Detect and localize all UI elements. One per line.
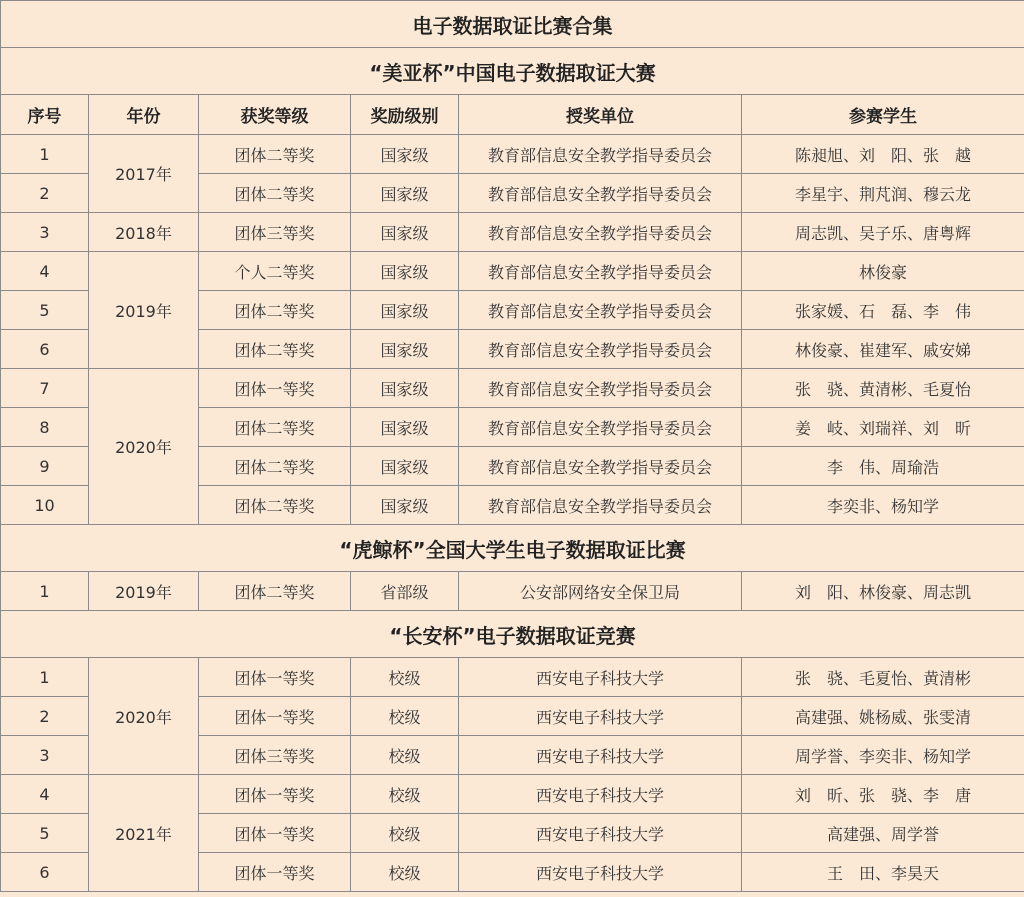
cell-no: 1: [1, 572, 89, 611]
cell-award: 团体二等奖: [199, 447, 351, 486]
cell-level: 省部级: [351, 572, 459, 611]
cell-students: 姜 岐、刘瑞祥、刘 昕: [742, 408, 1024, 447]
table-row: [1, 135, 1024, 174]
cell-no: 6: [1, 853, 89, 892]
cell-award: 团体二等奖: [199, 408, 351, 447]
cell-org: 教育部信息安全教学指导委员会: [459, 213, 742, 252]
cell-level: 国家级: [351, 408, 459, 447]
cell-no: 6: [1, 330, 89, 369]
header-award: 获奖等级: [199, 95, 351, 135]
cell-level: 校级: [351, 658, 459, 697]
cell-org: 西安电子科技大学: [459, 775, 742, 814]
cell-org: 西安电子科技大学: [459, 814, 742, 853]
cell-award: 团体二等奖: [199, 174, 351, 213]
table-row: [1, 252, 1024, 291]
cell-students: 李 伟、周瑜浩: [742, 447, 1024, 486]
cell-award: 团体二等奖: [199, 572, 351, 611]
cell-students: 林俊豪、崔建军、戚安娣: [742, 330, 1024, 369]
cell-students: 高建强、姚杨威、张雯清: [742, 697, 1024, 736]
table-row: [1, 775, 1024, 814]
cell-award: 团体二等奖: [199, 135, 351, 174]
cell-level: 国家级: [351, 213, 459, 252]
cell-no: 8: [1, 408, 89, 447]
cell-no: 2: [1, 697, 89, 736]
table-row: [1, 572, 1024, 611]
cell-students: 张家媛、石 磊、李 伟: [742, 291, 1024, 330]
cell-year: 2018年: [89, 213, 199, 252]
cell-no: 1: [1, 658, 89, 697]
cell-level: 国家级: [351, 135, 459, 174]
cell-students: 李奕非、杨知学: [742, 486, 1024, 525]
cell-no: 5: [1, 291, 89, 330]
cell-level: 国家级: [351, 252, 459, 291]
cell-org: 教育部信息安全教学指导委员会: [459, 174, 742, 213]
cell-org: 西安电子科技大学: [459, 658, 742, 697]
cell-org: 西安电子科技大学: [459, 736, 742, 775]
cell-award: 团体一等奖: [199, 775, 351, 814]
cell-award: 团体三等奖: [199, 213, 351, 252]
cell-students: 陈昶旭、刘 阳、张 越: [742, 135, 1024, 174]
cell-no: 3: [1, 213, 89, 252]
cell-students: 林俊豪: [742, 252, 1024, 291]
cell-org: 教育部信息安全教学指导委员会: [459, 369, 742, 408]
cell-org: 教育部信息安全教学指导委员会: [459, 408, 742, 447]
cell-org: 公安部网络安全保卫局: [459, 572, 742, 611]
cell-org: 西安电子科技大学: [459, 853, 742, 892]
cell-no: 5: [1, 814, 89, 853]
cell-level: 校级: [351, 775, 459, 814]
header-students: 参赛学生: [742, 95, 1024, 135]
cell-level: 国家级: [351, 369, 459, 408]
table-row: [1, 213, 1024, 252]
cell-award: 团体一等奖: [199, 697, 351, 736]
cell-award: 团体二等奖: [199, 486, 351, 525]
cell-level: 校级: [351, 736, 459, 775]
cell-students: 王 田、李昊天: [742, 853, 1024, 892]
cell-year: 2020年: [89, 369, 199, 525]
cell-award: 团体一等奖: [199, 853, 351, 892]
section-title: “虎鲸杯”全国大学生电子数据取证比赛: [1, 525, 1024, 572]
header-level: 奖励级别: [351, 95, 459, 135]
table-title: 电子数据取证比赛合集: [1, 1, 1024, 48]
cell-org: 教育部信息安全教学指导委员会: [459, 135, 742, 174]
cell-no: 4: [1, 775, 89, 814]
section-title: “长安杯”电子数据取证竞赛: [1, 611, 1024, 658]
cell-award: 团体一等奖: [199, 369, 351, 408]
cell-students: 李星宇、荆芃润、穆云龙: [742, 174, 1024, 213]
cell-org: 西安电子科技大学: [459, 697, 742, 736]
cell-no: 7: [1, 369, 89, 408]
cell-no: 10: [1, 486, 89, 525]
cell-students: 张 骁、毛夏怡、黄清彬: [742, 658, 1024, 697]
cell-no: 2: [1, 174, 89, 213]
cell-students: 周学誉、李奕非、杨知学: [742, 736, 1024, 775]
cell-level: 校级: [351, 697, 459, 736]
cell-level: 国家级: [351, 291, 459, 330]
cell-level: 国家级: [351, 174, 459, 213]
cell-students: 周志凯、吴子乐、唐粤辉: [742, 213, 1024, 252]
cell-org: 教育部信息安全教学指导委员会: [459, 486, 742, 525]
header-no: 序号: [1, 95, 89, 135]
cell-level: 国家级: [351, 486, 459, 525]
table-row: [1, 369, 1024, 408]
cell-year: 2017年: [89, 135, 199, 213]
cell-no: 1: [1, 135, 89, 174]
cell-award: 团体二等奖: [199, 330, 351, 369]
cell-award: 团体三等奖: [199, 736, 351, 775]
cell-award: 团体二等奖: [199, 291, 351, 330]
cell-year: 2021年: [89, 775, 199, 892]
cell-award: 团体一等奖: [199, 814, 351, 853]
cell-no: 3: [1, 736, 89, 775]
header-row: [1, 95, 1024, 135]
cell-level: 国家级: [351, 330, 459, 369]
header-year: 年份: [89, 95, 199, 135]
cell-org: 教育部信息安全教学指导委员会: [459, 252, 742, 291]
cell-level: 国家级: [351, 447, 459, 486]
cell-students: 刘 昕、张 骁、李 唐: [742, 775, 1024, 814]
cell-no: 9: [1, 447, 89, 486]
cell-award: 个人二等奖: [199, 252, 351, 291]
cell-org: 教育部信息安全教学指导委员会: [459, 330, 742, 369]
header-org: 授奖单位: [459, 95, 742, 135]
cell-org: 教育部信息安全教学指导委员会: [459, 447, 742, 486]
cell-students: 高建强、周学誉: [742, 814, 1024, 853]
section-title: “美亚杯”中国电子数据取证大赛: [1, 48, 1024, 95]
cell-year: 2019年: [89, 252, 199, 369]
cell-org: 教育部信息安全教学指导委员会: [459, 291, 742, 330]
table-row: [1, 658, 1024, 697]
cell-level: 校级: [351, 853, 459, 892]
cell-level: 校级: [351, 814, 459, 853]
cell-students: 刘 阳、林俊豪、周志凯: [742, 572, 1024, 611]
cell-no: 4: [1, 252, 89, 291]
cell-year: 2019年: [89, 572, 199, 611]
cell-award: 团体一等奖: [199, 658, 351, 697]
cell-students: 张 骁、黄清彬、毛夏怡: [742, 369, 1024, 408]
cell-year: 2020年: [89, 658, 199, 775]
